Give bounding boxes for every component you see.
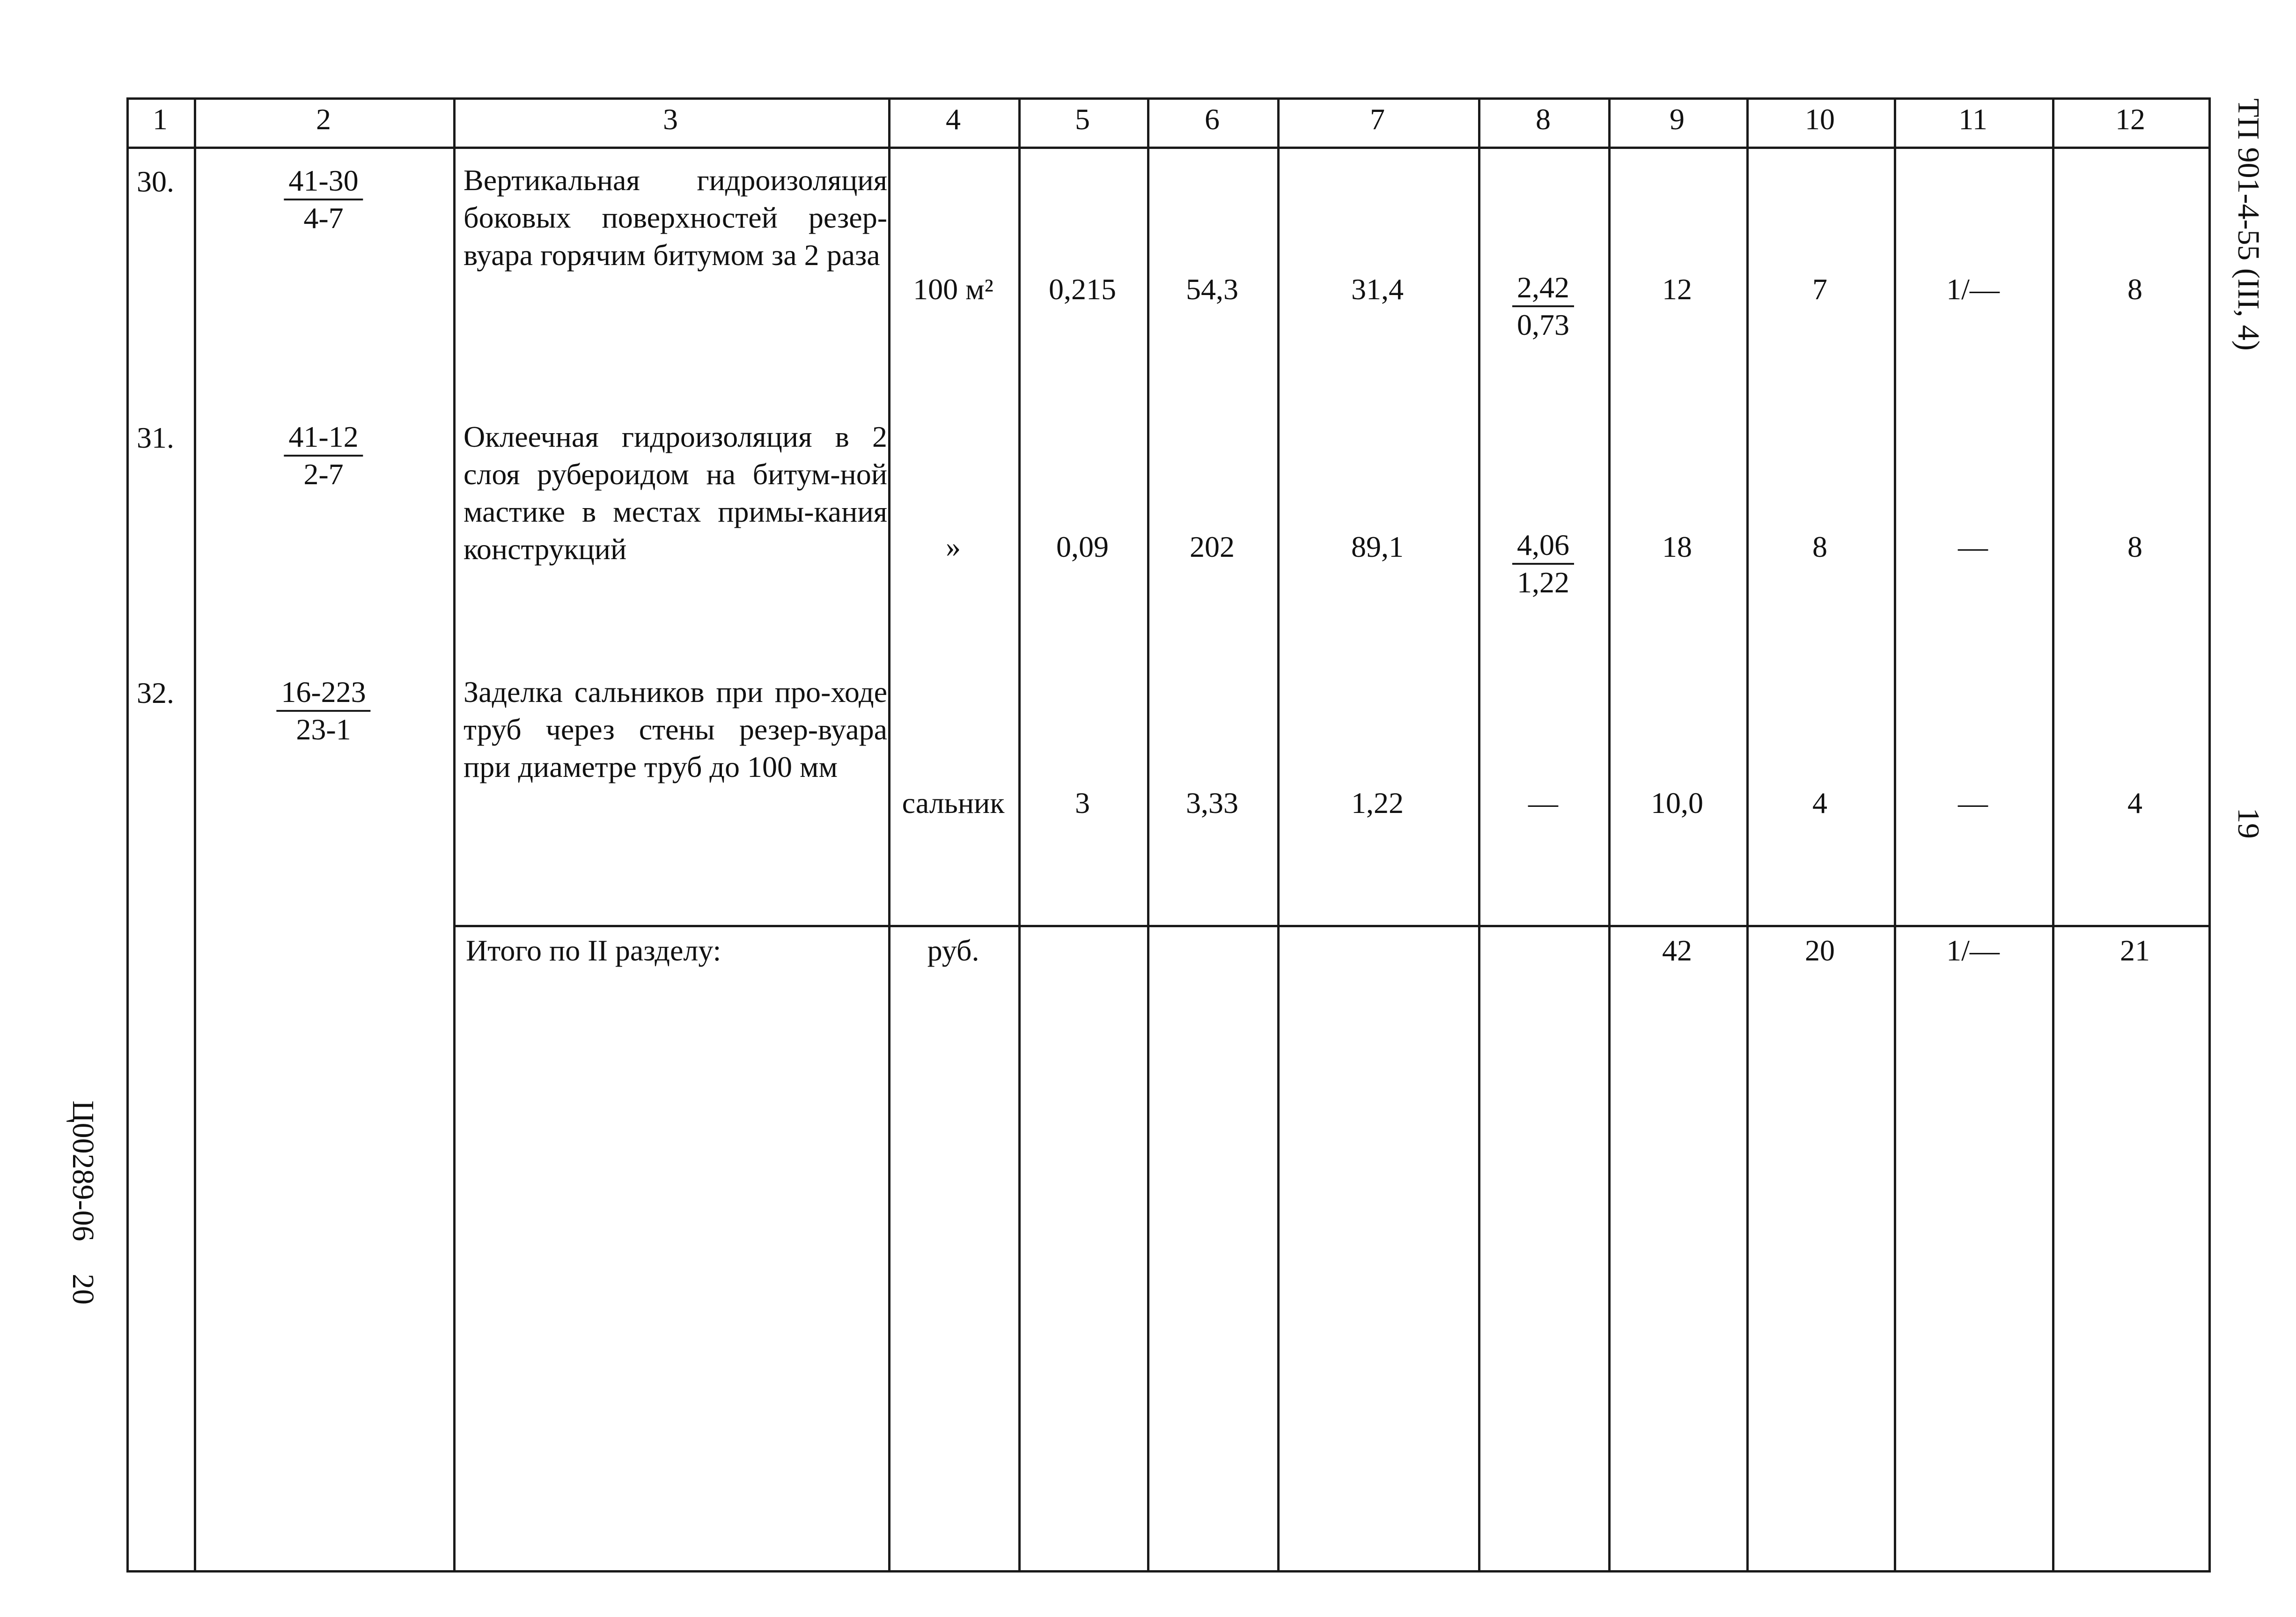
header-col-7: 7 — [1370, 103, 1385, 136]
header-col-11: 11 — [1958, 103, 1987, 136]
table-border-bottom — [126, 1570, 2211, 1573]
norm-code — [284, 164, 363, 235]
col-divider-5 — [1147, 97, 1149, 1573]
header-col-1: 1 — [153, 103, 168, 136]
header-col-4: 4 — [946, 103, 961, 136]
work-description: Оклеечная гидроизоляция в 2 слоя рубероидом на битум-ной мастике в местах примы-кания конструкций — [464, 420, 887, 566]
total-machinery: 1/— — [1946, 273, 2000, 306]
row-number: 30. — [137, 165, 174, 198]
norm-code-top: 41-30 — [284, 164, 363, 200]
machinery-unit-top: 2,42 — [1512, 271, 1574, 307]
quantity: 0,215 — [1049, 273, 1116, 306]
col-divider-4 — [1018, 97, 1021, 1573]
total-cost: 18 — [1662, 530, 1692, 563]
labor: 8 — [2127, 530, 2142, 563]
total-machinery-sum: 1/— — [1946, 934, 2000, 967]
work-description: Заделка сальников при про-ходе труб через стены резер-вуара при диаметре труб до 100 мм — [464, 675, 887, 783]
unit-cost: 202 — [1190, 530, 1235, 563]
header-col-10: 10 — [1805, 103, 1835, 136]
col-divider-11 — [2052, 97, 2054, 1573]
header-bottom-line — [126, 147, 2211, 149]
total-wages: 4 — [1812, 786, 1827, 820]
machinery-unit-bottom: 1,22 — [1517, 566, 1569, 599]
norm-code-bottom: 2-7 — [303, 458, 344, 491]
labor: 8 — [2127, 273, 2142, 306]
norm-code — [284, 420, 363, 491]
table-border-left — [126, 97, 129, 1573]
header-col-3: 3 — [663, 103, 678, 136]
norm-code-bottom: 23-1 — [296, 713, 351, 746]
total-cost-sum: 42 — [1662, 934, 1692, 967]
labor: 4 — [2127, 786, 2142, 820]
machinery-unit — [1512, 271, 1574, 342]
col-divider-7 — [1478, 97, 1480, 1573]
norm-code-bottom: 4-7 — [303, 201, 344, 235]
total-row-top-line — [453, 925, 2211, 927]
unit: » — [946, 530, 961, 563]
total-wages: 7 — [1812, 273, 1827, 306]
work-description: Вертикальная гидроизоляция боковых поверхностей резер-вуара горячим битумом за 2 раза — [464, 163, 887, 272]
col-divider-1 — [194, 97, 196, 1573]
doc-code: ТП 901-4-55 (III, 4) — [2231, 98, 2266, 351]
table-border-right — [2208, 97, 2211, 1573]
quantity: 3 — [1075, 786, 1090, 820]
table-border-top — [126, 97, 2211, 100]
header-col-9: 9 — [1670, 103, 1685, 136]
total-labor-sum: 21 — [2120, 934, 2150, 967]
header-col-12: 12 — [2115, 103, 2145, 136]
machinery-unit-bottom: 0,73 — [1517, 308, 1569, 341]
wages-unit: 1,22 — [1351, 786, 1404, 820]
total-cost: 10,0 — [1651, 786, 1703, 820]
archive-code: Ц00289-06 — [66, 1100, 100, 1241]
norm-code-top: 16-223 — [276, 675, 370, 712]
quantity: 0,09 — [1056, 530, 1109, 563]
col-divider-2 — [453, 97, 456, 1573]
total-wages-sum: 20 — [1805, 934, 1835, 967]
machinery-unit-top: 4,06 — [1512, 528, 1574, 565]
norm-code-top: 41-12 — [284, 420, 363, 457]
total-unit: руб. — [927, 934, 979, 967]
wages-unit: 89,1 — [1351, 530, 1404, 563]
header-col-8: 8 — [1536, 103, 1551, 136]
total-cost: 12 — [1662, 273, 1692, 306]
col-divider-9 — [1746, 97, 1749, 1573]
total-wages: 8 — [1812, 530, 1827, 563]
row-number: 31. — [137, 421, 174, 454]
machinery-unit — [1512, 528, 1574, 599]
col-divider-6 — [1277, 97, 1280, 1573]
row-number: 32. — [137, 676, 174, 709]
header-col-6: 6 — [1205, 103, 1220, 136]
machinery-unit: — — [1528, 786, 1558, 820]
unit-cost: 3,33 — [1186, 786, 1238, 820]
page-number: 19 — [2231, 808, 2266, 839]
total-label: Итого по II разделу: — [466, 934, 721, 967]
unit-cost: 54,3 — [1186, 273, 1238, 306]
total-machinery: — — [1958, 786, 1988, 820]
wages-unit: 31,4 — [1351, 273, 1404, 306]
archive-page: 20 — [66, 1274, 100, 1305]
norm-code — [276, 675, 370, 746]
unit: 100 м² — [913, 273, 993, 306]
total-machinery: — — [1958, 530, 1988, 563]
header-col-5: 5 — [1075, 103, 1090, 136]
col-divider-3 — [888, 97, 890, 1573]
col-divider-10 — [1894, 97, 1896, 1573]
col-divider-8 — [1608, 97, 1611, 1573]
unit: сальник — [902, 786, 1005, 820]
header-col-2: 2 — [316, 103, 331, 136]
